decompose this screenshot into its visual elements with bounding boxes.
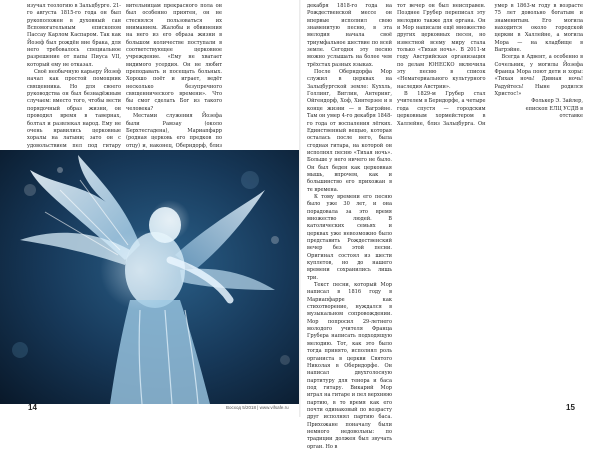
page-number-left: 14 — [28, 403, 37, 412]
page-gutter — [299, 0, 301, 417]
author-title: епископ ЕЛЦ УСДВ в отставке — [525, 105, 583, 120]
paragraph: Своё необычную карьеру Йозеф начал как простой помощник священника. Но для своего руководства он был безнадёжным случаем: вместо того, чтобы вести порядочный образ жизни, он проводил время в тавернах, болтал и развлекал народ. Ему не очень нравились церковные хоралы на латыни; зато он с удовольствием пел под гитару — [27, 69, 121, 149]
page-number-right: 15 — [566, 403, 575, 412]
author-name: Фолькер Э. Зайлер, — [531, 98, 583, 105]
paragraph: тот вечер он был неисправен. Позднее Грубер переписал эту мелодию также для органа. Он и Мор написали ещё множество других церковных песен, но известной всему миру стала только «Тихая ночь». В 2011-м году Австрийская организация по делам ЮНЕСКО включила эту песню в список «Нематериального культурного наследия Австрии». — [397, 3, 486, 90]
right-page-column-2 — [397, 3, 583, 263]
paragraph: изучал теологию в Зальцбурге. 21-го августа 1815-го года он был рукоположен в духовный сан Вспомогательным епископом Пассау Карлом Каспаром. Так как Йозеф был рождён вне брака, для него требовалось специальное разрешение от папы Пиуса VII, который ему не отказал. — [27, 3, 121, 68]
paragraph: Всегда в Адвент, а особенно в Сочельник, у могилы Йозефа Франца Мора поют дети и хоры: «Тихая ночь! Дивная ночь! Радуйтесь! Ныне родился Христос!» — [494, 54, 583, 98]
issue-info: Восход 5/2018 | www.vifsafe.ru — [226, 405, 289, 410]
paragraph: В 1829-м Грубер стал учителем в Берндорфе, а четыре года спустя — городским церковным хормейстером в Халлейне, близ Зальцбурга. Он умер в 1863-м году в возрасте 75 лет довольно богатым и знаменитым. Его могила находится около городской церкви в Халлейне, а могила Мора — на кладбище в Вагрэйне. — [397, 3, 583, 127]
paragraph: Местами служения Йозефа были Рамзау (около Берхтесгадена), Мариапфарр (родная церковь его предков по отцу) и, наконец, Оберндорф, близ — [126, 113, 222, 149]
paragraph: После Оберндорфа Мор служил в церквах на Зальцбургской земле: Куххль, Голлинг, Виглин, Антеринг, Ойгендорф, Хоф, Хинтерзее и в конце жизни — в Вагрэйне. Там он умер 4-го декабря 1848-го года от воспаления лёгких. Единственный вещью, которая осталась после него, была сгодная гитара, на которой он исполнял песню «Тихая ночь». Больше у него ничего не было. Он был беден как церковная мышь, впрочем, как и большинство его прихожан в те времена. — [307, 69, 392, 193]
paragraph: вительницам прекрасного пола он был особенно приятен, он не стеснялся пользоваться их вниманием. Жалобы и обвинения на него из его образа жизни в большом количестве поступали в соответствующее церковное учреждение. «Ему не хватает видимого усердия. Он не любит преподавать и посещать больных. Хорошо поёт и играет, ведёт несколько безупречного священнического времени». Что бы смог сделать Бог из такого человека? — [126, 3, 222, 112]
ice-angel-photo — [0, 150, 299, 404]
ice-angel-image — [0, 150, 299, 404]
left-page-column-1 — [27, 3, 121, 151]
right-page-column-1 — [307, 3, 392, 450]
paragraph: декабря 1818-го года на Рождественской мессе он впервые исполнил свою знаменитую песню, в эта мелодия начала своё триумфальное шествие по всей земле. Сегодня эту песню можно услышать на более чем трёхстах разных языках. — [307, 3, 392, 68]
paragraph: К тому времени его песню было уже 30 лет, и она порадовала за это время множество людей. В католических семьях и церквах уже невозможно было представить Рождественский вечер без этой песни. Оригинал состоял из шести куплетов, но до нашего времени сохранились лишь три. — [307, 193, 392, 281]
paragraph: Текст песни, который Мор написал в 1816 году в Мариапфарре как стихотворение, нуждался в музыкальном сопровождении. Мор попросил 29-летнего молодого учителя Франца Грубера написать подходящую мелодию. Тот, как это было тогда принято, исполнял роль органиста в церкви Святого Николая в Оберндорфе. Он написал двухголосную партитуру для тенора и баса под гитару. Викарий Мор играл на гитаре и пел верхнюю партию, в то время как его почти одинаковый по возрасту друг исполнял партию баса. Прихожане поначалу были немного недовольны: по традиции должен был звучать орган. Но в — [307, 282, 392, 450]
left-page-column-2 — [126, 3, 222, 151]
